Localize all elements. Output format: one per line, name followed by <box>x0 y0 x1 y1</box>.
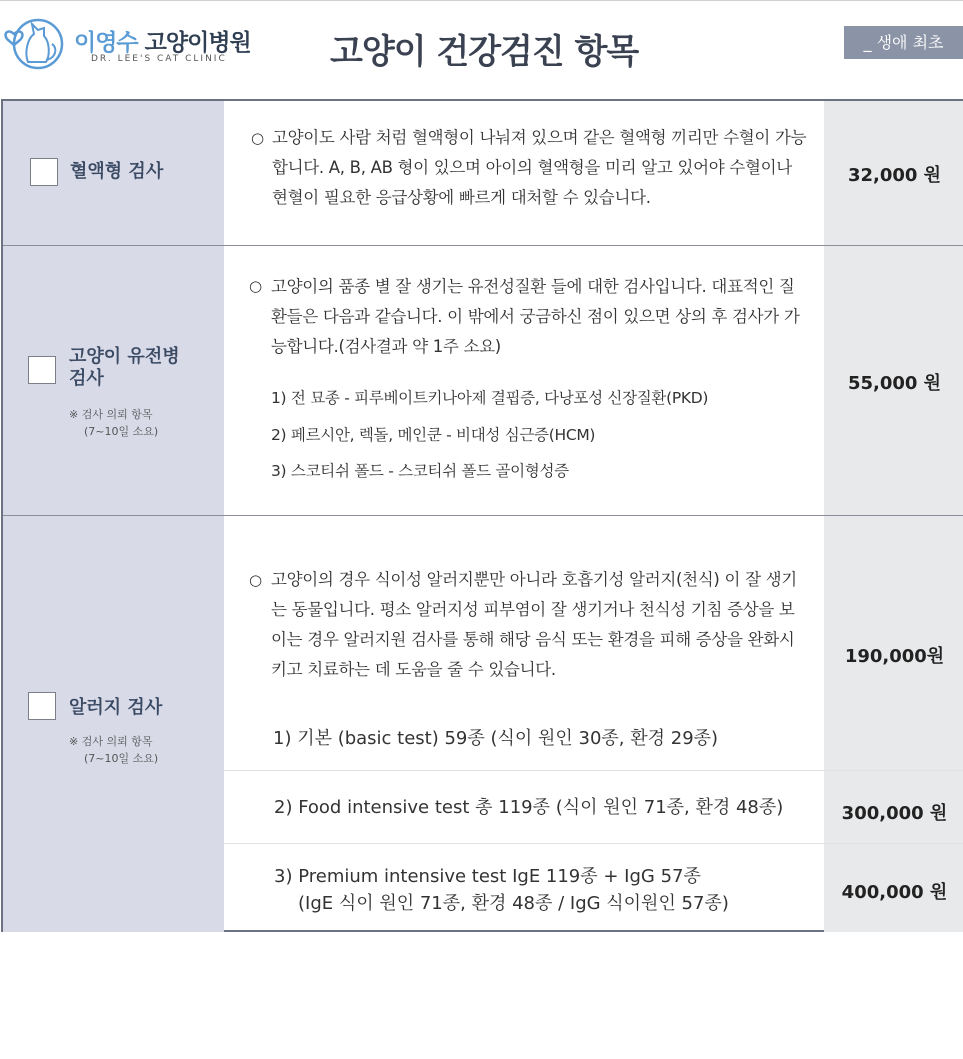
note-genetic <box>69 406 158 440</box>
price-genetic: 55,000 원 <box>847 373 942 394</box>
genetic-item-3: 3) 스코티쉬 폴드 - 스코티쉬 폴드 골이형성증 <box>271 462 569 480</box>
checkup-table <box>1 99 963 932</box>
allergy-basic-test: 1) 기본 (basic test) 59종 (식이 원인 30종, 환경 29종) <box>273 728 719 749</box>
note-allergy <box>69 733 158 767</box>
row-price-cell <box>824 246 963 515</box>
note-allergy-line2: (7~10일 소요) <box>84 752 159 765</box>
label-allergy: 알러지 검사 <box>69 697 163 718</box>
row-price-cell <box>824 516 963 932</box>
note-genetic-line2: (7~10일 소요) <box>84 425 159 438</box>
table-row-blood-type <box>3 101 963 246</box>
lifetime-first-badge: _ 생애 최초 <box>844 26 963 59</box>
price-blood-type: 32,000 원 <box>847 165 942 186</box>
price-allergy-premium: 400,000 원 <box>841 882 948 903</box>
logo-wordmark: 이영수 고양이병원 <box>74 30 251 56</box>
page-title: 고양이 건강검진 항목 <box>330 32 639 72</box>
row-label-cell <box>3 246 224 515</box>
note-allergy-line1: ※ 검사 의뢰 항목 <box>69 735 153 748</box>
table-row-allergy <box>3 516 963 932</box>
clinic-logo[interactable] <box>0 12 260 72</box>
bullet-circle-icon: ○ <box>249 571 263 589</box>
price-allergy-food: 300,000 원 <box>841 803 948 824</box>
sub-divider <box>224 843 963 844</box>
bullet-circle-icon: ○ <box>251 129 265 147</box>
checkbox-genetic[interactable] <box>28 356 56 384</box>
label-genetic-line2: 검사 <box>69 368 104 389</box>
table-row-genetic <box>3 246 963 516</box>
top-divider <box>0 0 963 1</box>
allergy-premium-test: 3) Premium intensive test IgE 119종 + IgG 57종 <box>274 866 701 887</box>
cat-logo-icon <box>0 12 70 72</box>
row-label-cell <box>3 101 224 245</box>
note-genetic-line1: ※ 검사 의뢰 항목 <box>69 408 153 421</box>
allergy-food-test: 2) Food intensive test 총 119종 (식이 원인 71종, 환경 48종) <box>274 797 784 818</box>
genetic-item-1: 1) 전 묘종 - 피루베이트키나아제 결핍증, 다낭포성 신장질환(PKD) <box>271 389 709 407</box>
allergy-premium-detail: (IgE 식이 원인 71종, 환경 48종 / IgG 식이원인 57종) <box>298 893 729 914</box>
label-genetic-line1: 고양이 유전병 <box>69 346 180 367</box>
sub-divider <box>224 770 963 771</box>
description-genetic: 고양이의 품종 별 잘 생기는 유전성질환 들에 대한 검사입니다. 대표적인 질환들은 다음과 같습니다. 이 밖에서 궁금하신 점이 있으면 상의 후 검사가 가능합니다.(검사결과 약 1주 소요) <box>271 277 800 356</box>
checkbox-allergy[interactable] <box>28 692 56 720</box>
row-description-cell <box>224 101 824 245</box>
checkbox-blood-type[interactable] <box>30 158 58 186</box>
label-genetic <box>69 346 180 390</box>
price-allergy-basic: 190,000원 <box>844 646 945 667</box>
bullet-circle-icon: ○ <box>249 277 263 295</box>
description-blood-type: 고양이도 사람 처럼 혈액형이 나눠져 있으며 같은 혈액형 끼리만 수혈이 가능합니다. A, B, AB 형이 있으며 아이의 혈액형을 미리 알고 있어야 수혈이나 현혈이 필요한 응급상황에 빠르게 대처할 수 있습니다. <box>272 128 807 207</box>
row-description-cell <box>224 246 824 515</box>
genetic-item-2: 2) 페르시안, 렉돌, 메인쿤 - 비대성 심근증(HCM) <box>271 426 596 444</box>
description-allergy: 고양이의 경우 식이성 알러지뿐만 아니라 호흡기성 알러지(천식) 이 잘 생기는 동물입니다. 평소 알러지성 피부염이 잘 생기거나 천식성 기침 증상을 보이는 경우 알러지원 검사를 통해 해당 음식 또는 환경을 피해 증상을 완화시키고 치료하는 데 도움을 줄 수 있습니다. <box>271 570 797 679</box>
label-blood-type: 혈액형 검사 <box>70 161 164 182</box>
row-price-cell <box>824 101 963 245</box>
row-label-cell <box>3 516 224 932</box>
row-description-cell <box>224 516 824 770</box>
logo-english: DR. LEE'S CAT CLINIC <box>91 54 227 64</box>
